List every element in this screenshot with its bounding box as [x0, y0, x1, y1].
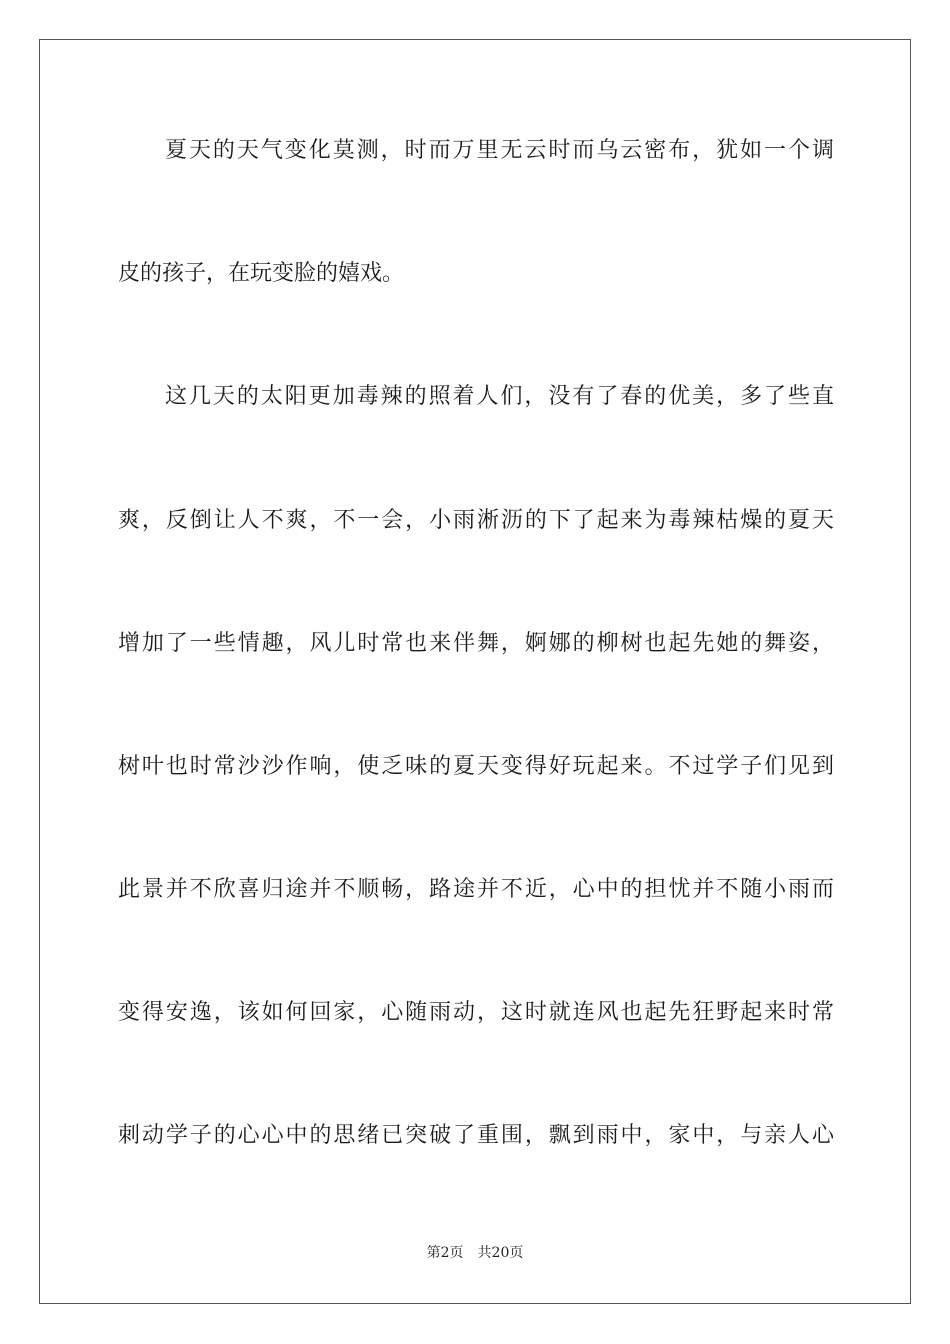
page-footer	[0, 1244, 950, 1262]
paragraph-2-line-4: 树叶也时常沙沙作响，使乏味的夏天变得好玩起来。不过学子们见到	[118, 754, 834, 779]
page-number: 第2页	[426, 1245, 464, 1261]
paragraph-1-line-2: 皮的孩子，在玩变脸的嬉戏。	[118, 261, 405, 286]
paragraph-2-line-5: 此景并不欣喜归途并不顺畅，路途并不近，心中的担忧并不随小雨而	[118, 877, 834, 902]
paragraph-1-line-1: 夏天的天气变化莫测，时而万里无云时而乌云密布，犹如一个调	[165, 138, 834, 163]
page-border	[39, 39, 911, 1304]
paragraph-2-line-7: 刺动学子的心心中的思绪已突破了重围，飘到雨中，家中，与亲人心	[118, 1123, 834, 1148]
paragraph-2-line-1: 这几天的太阳更加毒辣的照着人们，没有了春的优美，多了些直	[165, 384, 834, 409]
paragraph-2-line-3: 增加了一些情趣，风儿时常也来伴舞，婀娜的柳树也起先她的舞姿，	[118, 631, 834, 656]
paragraph-2-line-2: 爽，反倒让人不爽，不一会，小雨淅沥的下了起来为毒辣枯燥的夏天	[118, 508, 834, 533]
page-total: 共20页	[477, 1245, 524, 1261]
paragraph-2-line-6: 变得安逸，该如何回家，心随雨动，这时就连风也起先狂野起来时常	[118, 1000, 834, 1025]
